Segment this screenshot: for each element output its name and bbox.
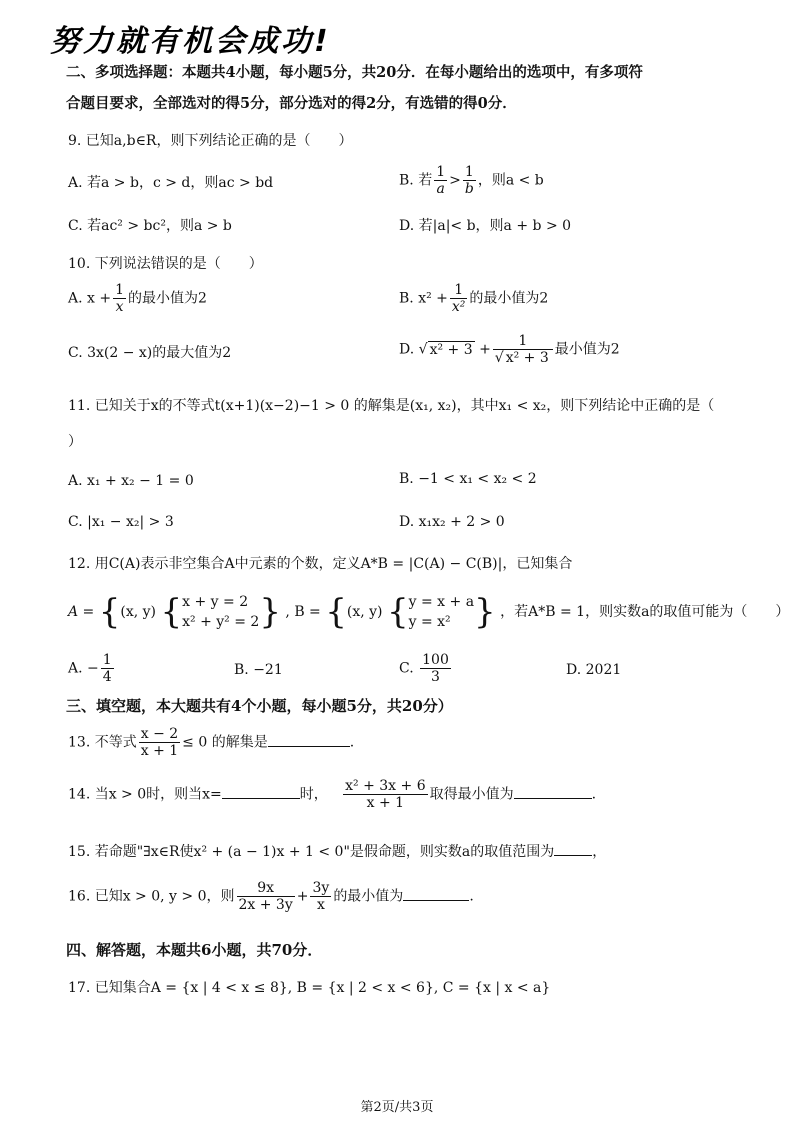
q9-option-a: A. 若a > b，c > d，则ac > bd [68, 175, 274, 191]
q12-sets: A = {(x, y) { x + y = 2 x² + y² = 2 } , B = {(x, y) { y = x + a y = x² } ，若A*B = 1，则实数a的取值可能为（ ） [68, 592, 790, 632]
q17-stem: 17. 已知集合A = {x | 4 < x ≤ 8}, B = {x | 2 < x < 6}, C = {x | x < a} [68, 980, 551, 996]
q16-answer-blank[interactable] [403, 888, 469, 901]
q13-answer-blank[interactable] [268, 734, 350, 747]
q15-answer-blank[interactable] [554, 843, 592, 856]
q9-stem: 9. 已知a,b∈R，则下列结论正确的是（ ） [68, 133, 353, 149]
q10-option-c: C. 3x(2 − x)的最大值为2 [68, 345, 232, 361]
section3-heading: 三、填空题，本大题共有4个小题，每小题5分，共20分） [66, 697, 453, 715]
q12-option-c: C. $\frac{100}{3}$ [399, 652, 449, 685]
q11-option-c: C. |x₁ − x₂| > 3 [68, 514, 174, 530]
q12-option-d: D. 2021 [566, 662, 622, 678]
q15: 15. 若命题"∃x∈R使x² + (a − 1)x + 1 < 0"是假命题，则实数a的取值范围为 ， [68, 844, 607, 860]
q9-option-b: B. 若 $\frac{1}{a}$ > $\frac{1}{b}$ ，则a < b [399, 164, 544, 197]
q12-option-b: B. −21 [234, 662, 283, 678]
q10-option-b: B. x² + $\frac{1}{\text{x²}}$ 的最小值为2 [399, 282, 549, 315]
section2-heading-cont: 合题目要求，全部选对的得5分，部分选对的得2分，有选错的得0分． [66, 95, 517, 112]
section4-heading: 四、解答题，本题共6小题，共70分． [66, 941, 323, 959]
motivational-banner: 努力就有机会成功! [50, 24, 331, 59]
page-footer: 第2页/共3页 [360, 1100, 434, 1115]
q12-option-a: A. − $\frac{1}{4}$ [68, 652, 112, 685]
q10-stem: 10. 下列说法错误的是（ ） [68, 256, 263, 272]
q16: 16. 已知x > 0, y > 0，则 $\frac{9x}{2x + 3y}$ + $\frac{3y}{x}$ 的最小值为 . [68, 880, 474, 913]
q14: 14. 当x > 0时，则当x= 时， $\frac{\text{x² + 3x + 6}}{x + 1}$ 取得最小值为 . [68, 778, 597, 811]
q10-option-d: D. √ x² + 3 + $\frac{1}{\text{√ x² + 3}}$ 最小值为2 [399, 333, 620, 366]
q14-min-blank[interactable] [514, 786, 592, 799]
q13: 13. 不等式 $\frac{x - 2}{x + 1}$ ≤ 0 的解集是 . [68, 726, 355, 759]
section2-heading: 二、多项选择题：本题共4小题，每小题5分，共20分．在每小题给出的选项中，有多项符 [66, 64, 643, 81]
q9-option-c: C. 若ac² > bc²，则a > b [68, 218, 232, 234]
q11-option-d: D. x₁x₂ + 2 > 0 [399, 514, 505, 530]
q11-stem: 11. 已知关于x的不等式t(x+1)(x−2)−1 > 0 的解集是(x₁, x₂)，其中x₁ < x₂，则下列结论中正确的是（ [68, 398, 715, 414]
q9-option-d: D. 若|a|< b，则a + b > 0 [399, 218, 572, 234]
q12-stem: 12. 用C(A)表示非空集合A中元素的个数，定义A*B = |C(A) − C(B)|，已知集合 [68, 556, 573, 572]
q10-option-a: A. x + $\frac{1}{x}$ 的最小值为2 [68, 282, 207, 315]
q14-x-blank[interactable] [222, 786, 300, 799]
q11-option-a: A. x₁ + x₂ − 1 = 0 [68, 473, 194, 489]
q11-stem-close: ） [68, 434, 82, 450]
q11-option-b: B. −1 < x₁ < x₂ < 2 [399, 471, 537, 487]
